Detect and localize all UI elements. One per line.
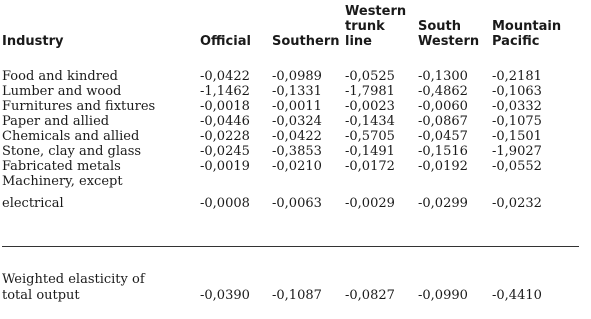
value-western-trunk-line: -0,0525 — [345, 69, 395, 84]
value-south-western: -0,4862 — [418, 84, 468, 99]
value-south-western: -0,1300 — [418, 69, 468, 84]
header-industry: Industry — [2, 34, 64, 49]
value-western-trunk-line: -1,7981 — [345, 84, 395, 99]
industry-name: Furnitures and fixtures — [2, 99, 156, 114]
value-mountain-pacific: -0,1501 — [492, 129, 542, 144]
value-western-trunk-line: -0,1434 — [345, 114, 395, 129]
industry-name: Lumber and wood — [2, 84, 122, 99]
value-mountain-pacific: -0,1063 — [492, 84, 542, 99]
industry-name: Fabricated metals — [2, 159, 121, 174]
industry-name: Food and kindred — [2, 69, 118, 84]
value-western-trunk-line: -0,0172 — [345, 159, 395, 174]
value-official: -1,1462 — [200, 84, 250, 99]
summary-value-mountain-pacific: -0,4410 — [492, 288, 542, 303]
value-south-western: -0,0060 — [418, 99, 468, 114]
value-western-trunk-line: -0,0029 — [345, 196, 395, 211]
header-official: Official — [200, 34, 251, 49]
value-official: -0,0422 — [200, 69, 250, 84]
value-western-trunk-line: -0,1491 — [345, 144, 395, 159]
value-official: -0,0008 — [200, 196, 250, 211]
value-mountain-pacific: -0,2181 — [492, 69, 542, 84]
value-southern: -0,3853 — [272, 144, 322, 159]
value-western-trunk-line: -0,5705 — [345, 129, 395, 144]
value-mountain-pacific: -0,0552 — [492, 159, 542, 174]
value-southern: -0,0210 — [272, 159, 322, 174]
value-south-western: -0,1516 — [418, 144, 468, 159]
value-southern: -0,0422 — [272, 129, 322, 144]
summary-label: total output — [2, 288, 80, 303]
value-southern: -0,0011 — [272, 99, 322, 114]
value-southern: -0,0063 — [272, 196, 322, 211]
value-official: -0,0245 — [200, 144, 250, 159]
header-south-western: South Western — [418, 19, 480, 49]
value-southern: -0,1331 — [272, 84, 322, 99]
summary-label: Weighted elasticity of — [2, 272, 145, 287]
industry-name: Machinery, except — [2, 174, 123, 189]
value-mountain-pacific: -0,0232 — [492, 196, 542, 211]
value-south-western: -0,0299 — [418, 196, 468, 211]
industry-name: Stone, clay and glass — [2, 144, 142, 159]
value-south-western: -0,0192 — [418, 159, 468, 174]
summary-value-official: -0,0390 — [200, 288, 250, 303]
summary-value-southern: -0,1087 — [272, 288, 322, 303]
value-western-trunk-line: -0,0023 — [345, 99, 395, 114]
value-south-western: -0,0457 — [418, 129, 468, 144]
value-official: -0,0019 — [200, 159, 250, 174]
value-southern: -0,0989 — [272, 69, 322, 84]
value-official: -0,0228 — [200, 129, 250, 144]
industry-name: Chemicals and allied — [2, 129, 140, 144]
value-official: -0,0018 — [200, 99, 250, 114]
value-official: -0,0446 — [200, 114, 250, 129]
header-southern: Southern — [272, 34, 340, 49]
value-mountain-pacific: -0,1075 — [492, 114, 542, 129]
value-mountain-pacific: -1,9027 — [492, 144, 542, 159]
value-mountain-pacific: -0,0332 — [492, 99, 542, 114]
table-divider — [2, 246, 579, 247]
summary-value-south-western: -0,0990 — [418, 288, 468, 303]
summary-value-western-trunk-line: -0,0827 — [345, 288, 395, 303]
industry-name: electrical — [2, 196, 64, 211]
value-southern: -0,0324 — [272, 114, 322, 129]
industry-name: Paper and allied — [2, 114, 110, 129]
value-south-western: -0,0867 — [418, 114, 468, 129]
header-western-trunk-line: Western trunk line — [345, 4, 407, 49]
header-mountain-pacific: Mountain Pacific — [492, 19, 562, 49]
